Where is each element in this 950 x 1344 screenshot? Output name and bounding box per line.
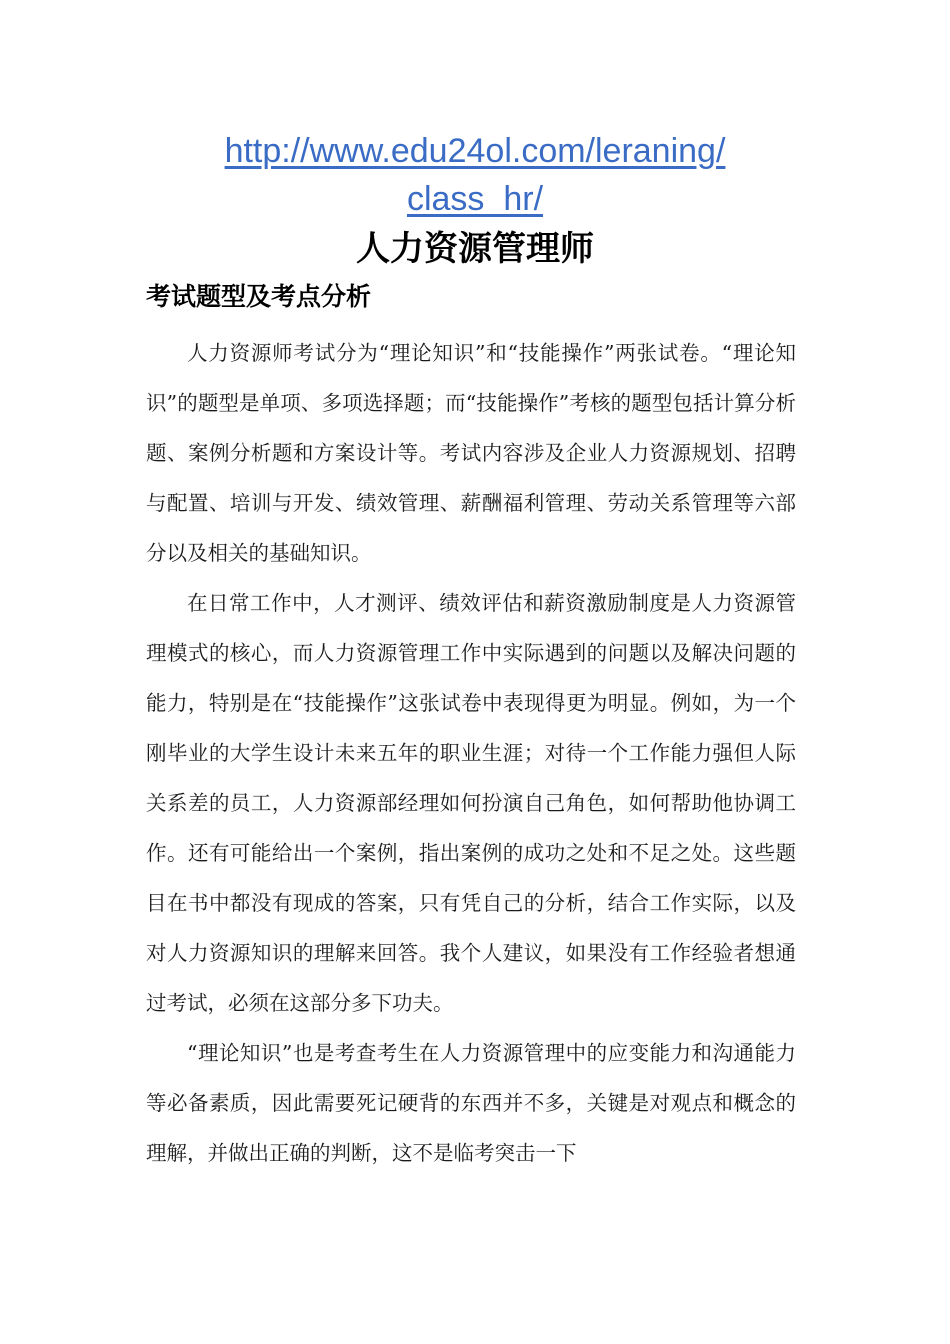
paragraph-3: “理论知识”也是考查考生在人力资源管理中的应变能力和沟通能力等必备素质，因此需要死记硬背的东西并不多，关键是对观点和概念的理解，并做出正确的判断，这不是临考突击一下 bbox=[146, 1041, 796, 1165]
url-link-line1[interactable]: http://www.edu24ol.com/leraning/ bbox=[224, 132, 726, 170]
url-link-line2[interactable]: class_hr/ bbox=[406, 180, 544, 218]
section-heading: 考试题型及考点分析 bbox=[146, 282, 372, 311]
paragraph-2: 在日常工作中，人才测评、绩效评估和薪资激励制度是人力资源管理模式的核心，而人力资源管理工作中实际遇到的问题以及解决问题的能力，特别是在“技能操作”这张试卷中表现得更为明显。例如，为一个刚毕业的大学生设计未来五年的职业生涯；对待一个工作能力强但人际关系差的员工，人力资源部经理如何扮演自己角色，如何帮助他协调工作。还有可能给出一个案例，指出案例的成功之处和不足之处。这些题目在书中都没有现成的答案，只有凭自己的分析，结合工作实际，以及对人力资源知识的理解来回答。我个人建议，如果没有工作经验者想通过考试，必须在这部分多下功夫。 bbox=[146, 591, 796, 1015]
document-title: 人力资源管理师 bbox=[356, 229, 594, 269]
paragraph-1: 人力资源师考试分为“理论知识”和“技能操作”两张试卷。“理论知识”的题型是单项、多项选择题；而“技能操作”考核的题型包括计算分析题、案例分析题和方案设计等。考试内容涉及企业人力资源规划、招聘与配置、培训与开发、绩效管理、薪酬福利管理、劳动关系管理等六部分以及相关的基础知识。 bbox=[146, 341, 796, 565]
body-text bbox=[146, 328, 796, 1178]
